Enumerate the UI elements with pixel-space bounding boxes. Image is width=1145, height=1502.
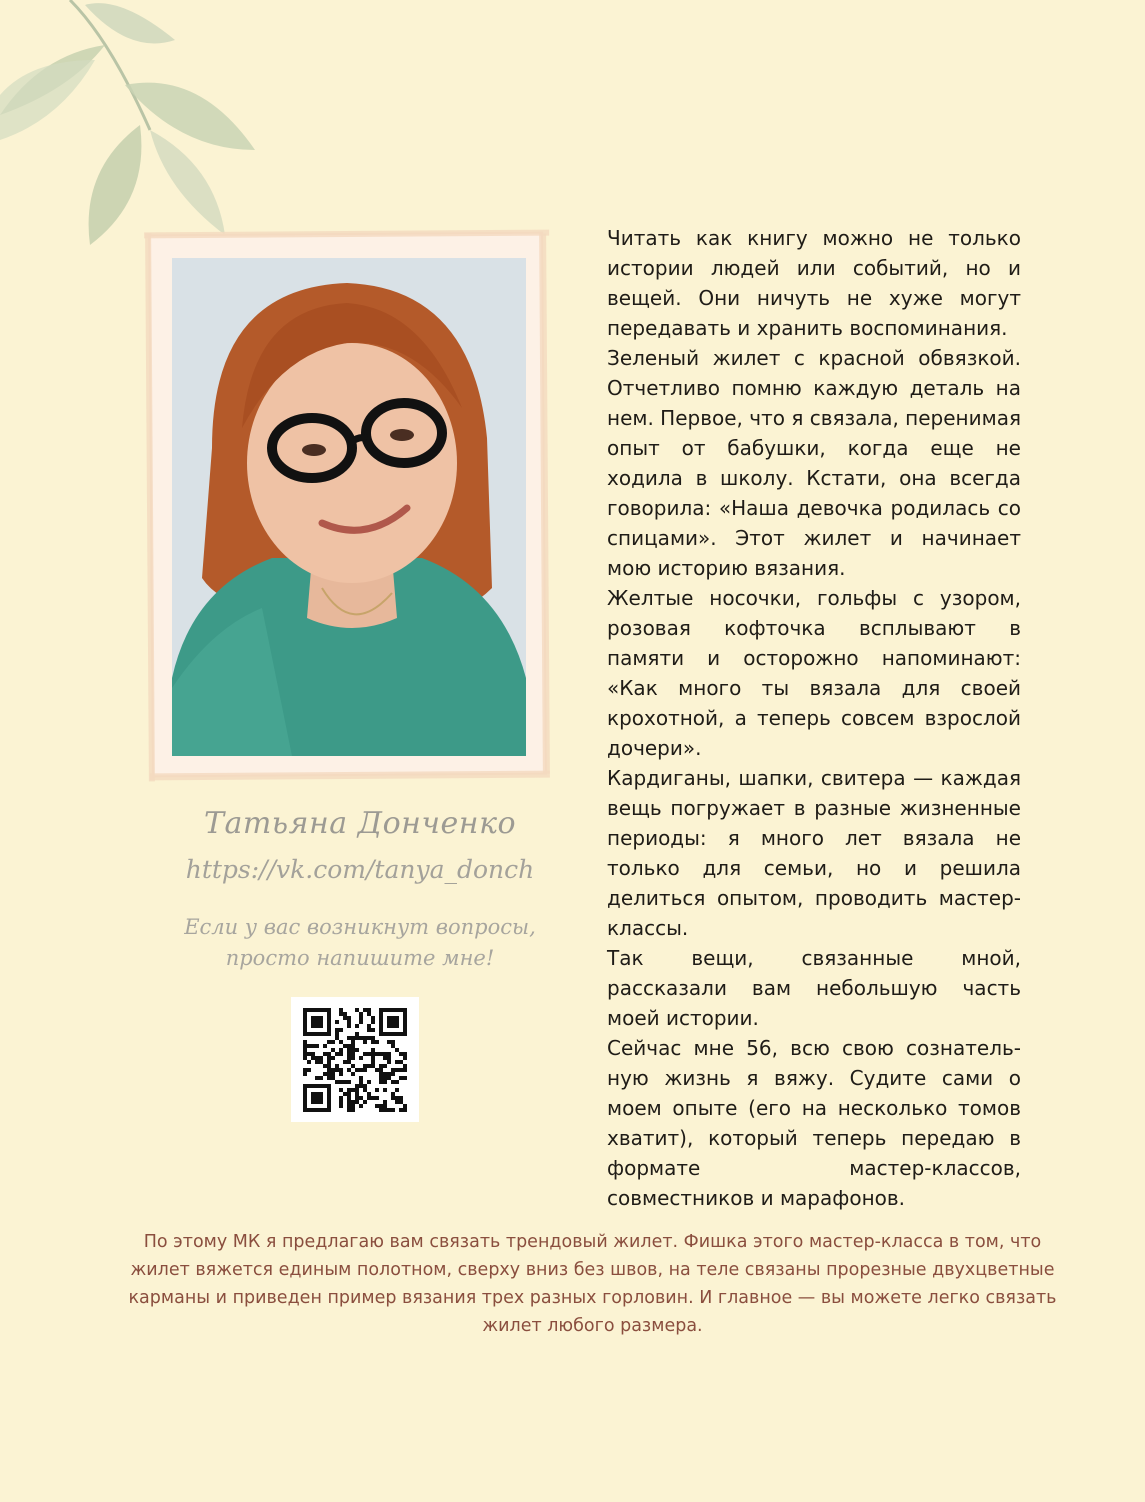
author-photo — [172, 258, 526, 756]
story-paragraph: Кардиганы, шапки, свитера — каждая вещь погружает в разные жизненные периоды: я много лет вязала не только для семьи, но и решила делиться опытом, проводить мастер-классы. — [607, 766, 1021, 940]
story-paragraph: Читать как книгу можно не только истории людей или событий, но и вещей. Они ничуть не хуже могут передавать и хранить воспоминания. — [607, 226, 1021, 340]
story-paragraph: Так вещи, связанные мной, рассказали вам небольшую часть моей истории. — [607, 946, 1021, 1030]
story-text — [607, 223, 1021, 1213]
author-note-line: Если у вас возникнут вопросы, — [184, 915, 536, 939]
story-paragraph: Желтые носочки, гольфы с узором, розовая кофточка всплывают в памяти и осторожно напоминают: «Как много ты вязала для своей крохотной, а теперь совсем взрослой дочери». — [607, 586, 1021, 760]
story-paragraph: Сейчас мне 56, всю свою сознательную жизнь я вяжу. Судите сами о моем опыте (его на несколько томов хватит), который теперь передаю в формате мастер-классов, совместников и марафонов. — [607, 1036, 1021, 1210]
author-note-line: просто напишите мне! — [225, 946, 495, 970]
leaf-branch-icon — [0, 0, 260, 260]
author-link[interactable]: https://vk.com/tanya_donch — [185, 855, 535, 884]
qr-code-icon[interactable] — [291, 997, 419, 1122]
author-name: Татьяна Донченко — [203, 806, 517, 841]
footer-description: По этому МК я предлагаю вам связать трендовый жилет. Фишка этого мастер-класса в том, что жилет вяжется единым полотном, сверху вниз без швов, на теле связаны прорезные двухцветные карманы и приведен пример вязания трех разных горловин. И главное — вы можете легко связать жилет любого размера. — [128, 1232, 1057, 1336]
story-paragraph: Зеленый жилет с красной обвязкой. Отчетливо помню каждую деталь на нем. Первое, что я связала, перенимая опыт от бабушки, когда еще не ходила в школу. Кстати, она всегда говорила: «Наша девочка родилась со спицами». Этот жилет и начинает мою историю вязания. — [607, 346, 1022, 580]
author-note — [150, 912, 570, 974]
